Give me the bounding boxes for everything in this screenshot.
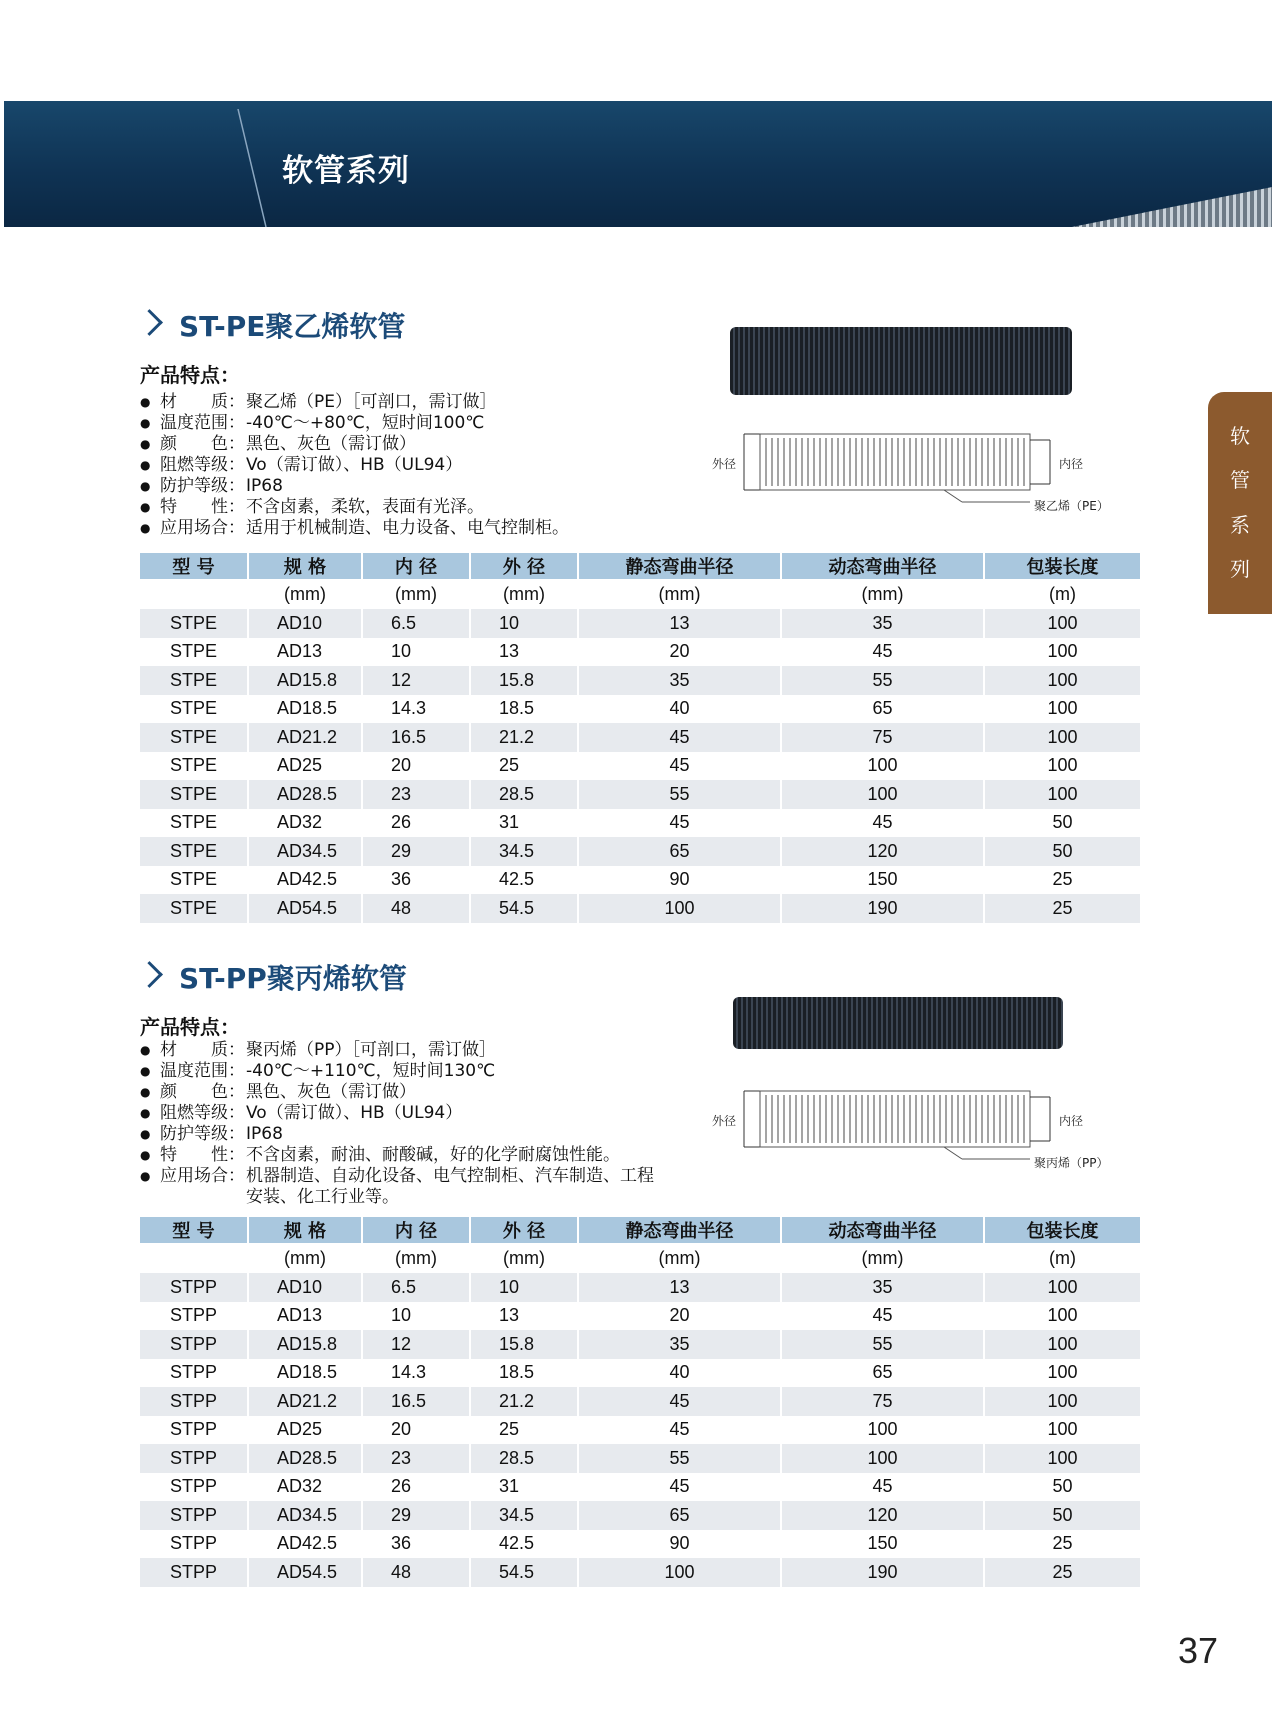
table-cell: AD25 (248, 752, 362, 781)
unit-cell: (m) (984, 1243, 1140, 1273)
table-cell: 100 (984, 1330, 1140, 1359)
pe-spec-table (140, 553, 1140, 923)
table-cell: 28.5 (470, 1444, 578, 1473)
feature-value: 不含卤素，耐油、耐酸碱，好的化学耐腐蚀性能。 (246, 1145, 620, 1165)
material-label: 聚乙烯（PE） (1034, 499, 1109, 513)
outer-diameter-label: 外径 (712, 1114, 737, 1128)
table-cell: 100 (578, 1558, 781, 1587)
table-cell: STPP (140, 1302, 248, 1331)
unit-cell: (m) (984, 579, 1140, 609)
feature-key: 颜 色： (160, 434, 245, 454)
table-cell: 45 (578, 1473, 781, 1502)
inner-diameter-label: 内径 (1059, 1114, 1084, 1128)
table-cell: AD13 (248, 1302, 362, 1331)
table-row (140, 866, 1140, 895)
feature-item (140, 497, 666, 518)
table-cell: 55 (781, 666, 984, 695)
unit-cell (140, 1243, 248, 1273)
feature-key: 阻燃等级： (160, 455, 245, 475)
unit-cell: (mm) (362, 579, 470, 609)
header-cell: 内 径 (362, 553, 470, 579)
table-cell: 13 (470, 638, 578, 667)
table-cell: 12 (362, 1330, 470, 1359)
table-cell: 55 (578, 780, 781, 809)
side-tab-char: 管 (1230, 468, 1250, 492)
features-list (140, 392, 666, 539)
table-cell: 25 (984, 1530, 1140, 1559)
table-cell: 16.5 (362, 1387, 470, 1416)
table-cell: 100 (984, 638, 1140, 667)
table-cell: 13 (470, 1302, 578, 1331)
table-cell: 100 (578, 894, 781, 923)
header-cell: 包装长度 (984, 1217, 1140, 1243)
table-cell: AD21.2 (248, 723, 362, 752)
table-cell: AD28.5 (248, 1444, 362, 1473)
table-cell: AD34.5 (248, 837, 362, 866)
section-title-pe (140, 305, 405, 345)
table-cell: 21.2 (470, 723, 578, 752)
feature-item (140, 392, 666, 413)
table-units-row (140, 579, 1140, 609)
table-cell: AD25 (248, 1416, 362, 1445)
page-number: 37 (1178, 1630, 1219, 1671)
header-cell: 动态弯曲半径 (781, 553, 984, 579)
feature-key: 应用场合： (160, 1166, 245, 1186)
table-cell: 40 (578, 695, 781, 724)
table-cell: AD42.5 (248, 866, 362, 895)
table-cell: AD15.8 (248, 1330, 362, 1359)
table-cell: 100 (984, 1302, 1140, 1331)
table-cell: 25 (984, 894, 1140, 923)
unit-cell: (mm) (470, 579, 578, 609)
table-cell: 34.5 (470, 837, 578, 866)
table-cell: 50 (984, 837, 1140, 866)
pp-table-body (140, 1273, 1140, 1587)
feature-key: 颜 色： (160, 1082, 245, 1102)
table-cell: 18.5 (470, 1359, 578, 1388)
table-row (140, 1416, 1140, 1445)
table-cell: 54.5 (470, 894, 578, 923)
feature-key: 材 质： (160, 1040, 245, 1060)
feature-item (140, 1040, 666, 1061)
feature-item (140, 518, 666, 539)
table-cell: 65 (781, 695, 984, 724)
feature-item (140, 1061, 666, 1082)
table-cell: 18.5 (470, 695, 578, 724)
table-cell: 45 (578, 752, 781, 781)
table-row (140, 837, 1140, 866)
table-cell: 48 (362, 1558, 470, 1587)
table-cell: 25 (470, 752, 578, 781)
table-cell: 45 (578, 723, 781, 752)
pe-hose-photo (730, 327, 1072, 395)
table-units-row (140, 1243, 1140, 1273)
table-row (140, 1387, 1140, 1416)
table-cell: 23 (362, 780, 470, 809)
table-cell: 55 (781, 1330, 984, 1359)
table-cell: STPE (140, 809, 248, 838)
table-row (140, 1359, 1140, 1388)
feature-item (140, 1103, 666, 1124)
table-cell: 29 (362, 1501, 470, 1530)
table-cell: AD18.5 (248, 1359, 362, 1388)
table-cell: 10 (362, 638, 470, 667)
table-cell: 100 (984, 1359, 1140, 1388)
table-cell: 20 (362, 752, 470, 781)
table-row (140, 666, 1140, 695)
feature-value: -40℃～+110℃，短时间130℃ (246, 1061, 496, 1081)
feature-key: 特 性： (160, 1145, 245, 1165)
table-row (140, 1273, 1140, 1302)
unit-cell: (mm) (781, 579, 984, 609)
table-row (140, 1302, 1140, 1331)
side-tab-char: 列 (1230, 557, 1250, 581)
hose-outline-drawing (712, 430, 1112, 515)
section-title-text: ST-PP聚丙烯软管 (179, 962, 407, 995)
table-cell: 45 (578, 1387, 781, 1416)
pe-hose-diagram (712, 430, 1112, 515)
table-cell: 50 (984, 809, 1140, 838)
table-cell: 20 (578, 638, 781, 667)
table-cell: STPP (140, 1273, 248, 1302)
table-cell: STPE (140, 894, 248, 923)
table-cell: 28.5 (470, 780, 578, 809)
table-cell: 75 (781, 1387, 984, 1416)
feature-value: 不含卤素，柔软，表面有光泽。 (246, 497, 484, 517)
table-cell: AD10 (248, 1273, 362, 1302)
side-tab-char: 软 (1230, 424, 1250, 448)
table-cell: 31 (470, 1473, 578, 1502)
feature-value: IP68 (246, 476, 283, 496)
table-cell: 20 (578, 1302, 781, 1331)
table-cell: 25 (984, 866, 1140, 895)
table-cell: 65 (578, 1501, 781, 1530)
table-cell: 100 (984, 752, 1140, 781)
table-cell: STPP (140, 1359, 248, 1388)
table-cell: 90 (578, 1530, 781, 1559)
table-cell: 36 (362, 866, 470, 895)
feature-value: 适用于机械制造、电力设备、电气控制柜。 (246, 518, 569, 538)
feature-key: 特 性： (160, 497, 245, 517)
table-cell: 54.5 (470, 1558, 578, 1587)
table-cell: 15.8 (470, 1330, 578, 1359)
table-cell: 45 (578, 809, 781, 838)
table-cell: 15.8 (470, 666, 578, 695)
table-cell: AD54.5 (248, 894, 362, 923)
table-cell: 34.5 (470, 1501, 578, 1530)
feature-value: IP68 (246, 1124, 283, 1144)
feature-value: 聚丙烯（PP）［可剖口，需订做］ (246, 1040, 497, 1060)
table-cell: 100 (984, 1444, 1140, 1473)
feature-value: 黑色、灰色（需订做） (246, 434, 416, 454)
table-cell: STPE (140, 609, 248, 638)
table-cell: 26 (362, 809, 470, 838)
header-cell: 型 号 (140, 553, 248, 579)
table-cell: 35 (781, 609, 984, 638)
table-row (140, 894, 1140, 923)
table-cell: 100 (984, 1273, 1140, 1302)
table-cell: STPP (140, 1558, 248, 1587)
unit-cell: (mm) (362, 1243, 470, 1273)
table-row (140, 609, 1140, 638)
table-cell: 120 (781, 837, 984, 866)
table-cell: 36 (362, 1530, 470, 1559)
outer-diameter-label: 外径 (712, 457, 737, 471)
table-cell: 100 (781, 780, 984, 809)
table-cell: 45 (781, 1473, 984, 1502)
table-cell: 14.3 (362, 695, 470, 724)
table-cell: 65 (781, 1359, 984, 1388)
table-row (140, 695, 1140, 724)
unit-cell: (mm) (578, 1243, 781, 1273)
table-cell: 21.2 (470, 1387, 578, 1416)
table-cell: 45 (781, 638, 984, 667)
table-cell: 150 (781, 866, 984, 895)
table-cell: 48 (362, 894, 470, 923)
table-cell: 45 (781, 1302, 984, 1331)
table-cell: 13 (578, 609, 781, 638)
table-cell: AD54.5 (248, 1558, 362, 1587)
banner-slash-decoration (234, 109, 274, 227)
table-row (140, 1530, 1140, 1559)
unit-cell: (mm) (781, 1243, 984, 1273)
table-cell: 23 (362, 1444, 470, 1473)
table-cell: 35 (578, 1330, 781, 1359)
table-cell: 90 (578, 866, 781, 895)
table-cell: 45 (578, 1416, 781, 1445)
table-cell: AD13 (248, 638, 362, 667)
feature-key: 应用场合： (160, 518, 245, 538)
table-row (140, 752, 1140, 781)
header-cell: 规 格 (248, 1217, 362, 1243)
table-cell: STPP (140, 1530, 248, 1559)
table-cell: 100 (984, 695, 1140, 724)
table-cell: 26 (362, 1473, 470, 1502)
table-cell: STPP (140, 1387, 248, 1416)
header-cell: 外 径 (470, 553, 578, 579)
table-row (140, 780, 1140, 809)
table-cell: 100 (984, 780, 1140, 809)
table-cell: 6.5 (362, 1273, 470, 1302)
table-row (140, 809, 1140, 838)
feature-item (140, 1124, 666, 1145)
table-cell: STPE (140, 866, 248, 895)
table-row (140, 1473, 1140, 1502)
unit-cell: (mm) (248, 579, 362, 609)
inner-diameter-label: 内径 (1059, 457, 1084, 471)
table-cell: 65 (578, 837, 781, 866)
table-cell: 14.3 (362, 1359, 470, 1388)
table-cell: STPP (140, 1501, 248, 1530)
table-cell: 50 (984, 1473, 1140, 1502)
table-cell: 100 (781, 1416, 984, 1445)
table-cell: 100 (984, 1416, 1140, 1445)
table-cell: 25 (470, 1416, 578, 1445)
table-cell: 25 (984, 1558, 1140, 1587)
hose-outline-drawing (712, 1087, 1112, 1172)
table-cell: STPE (140, 780, 248, 809)
table-cell: STPE (140, 695, 248, 724)
unit-cell: (mm) (578, 579, 781, 609)
table-cell: 13 (578, 1273, 781, 1302)
banner-hose-image (1072, 177, 1272, 227)
table-header-row (140, 553, 1140, 579)
table-cell: STPE (140, 752, 248, 781)
table-cell: 75 (781, 723, 984, 752)
table-cell: AD32 (248, 809, 362, 838)
table-cell: 10 (470, 609, 578, 638)
table-cell: 45 (781, 809, 984, 838)
feature-item (140, 1082, 666, 1103)
banner-title: 软管系列 (282, 153, 410, 189)
table-row (140, 1558, 1140, 1587)
unit-cell: (mm) (470, 1243, 578, 1273)
table-cell: AD21.2 (248, 1387, 362, 1416)
table-header-row (140, 1217, 1140, 1243)
header-cell: 外 径 (470, 1217, 578, 1243)
table-cell: 42.5 (470, 866, 578, 895)
feature-item (140, 413, 666, 434)
table-cell: STPP (140, 1330, 248, 1359)
table-cell: 100 (984, 1387, 1140, 1416)
table-cell: STPE (140, 723, 248, 752)
feature-item (140, 434, 666, 455)
header-cell: 内 径 (362, 1217, 470, 1243)
table-cell: 55 (578, 1444, 781, 1473)
feature-item (140, 1166, 666, 1208)
table-cell: 100 (984, 666, 1140, 695)
table-cell: 100 (781, 1444, 984, 1473)
section-title-text: ST-PE聚乙烯软管 (179, 310, 406, 343)
feature-value: 机器制造、自动化设备、电气控制柜、汽车制造、工程安装、化工行业等。 (246, 1166, 654, 1207)
table-cell: 190 (781, 894, 984, 923)
table-cell: AD15.8 (248, 666, 362, 695)
table-cell: AD42.5 (248, 1530, 362, 1559)
table-cell: 40 (578, 1359, 781, 1388)
table-cell: STPP (140, 1473, 248, 1502)
table-cell: 16.5 (362, 723, 470, 752)
feature-key: 阻燃等级： (160, 1103, 245, 1123)
table-cell: 12 (362, 666, 470, 695)
table-cell: AD34.5 (248, 1501, 362, 1530)
table-row (140, 1330, 1140, 1359)
unit-cell: (mm) (248, 1243, 362, 1273)
features-heading: 产品特点： (140, 363, 240, 387)
table-cell: 10 (470, 1273, 578, 1302)
header-cell: 包装长度 (984, 553, 1140, 579)
table-cell: STPE (140, 837, 248, 866)
pp-hose-photo (733, 997, 1063, 1049)
header-cell: 静态弯曲半径 (578, 553, 781, 579)
pp-hose-diagram (712, 1087, 1112, 1172)
table-cell: AD10 (248, 609, 362, 638)
feature-key: 材 质： (160, 392, 245, 412)
table-cell: 31 (470, 809, 578, 838)
pp-spec-table (140, 1217, 1140, 1587)
feature-value: -40℃～+80℃，短时间100℃ (246, 413, 485, 433)
table-cell: 120 (781, 1501, 984, 1530)
table-cell: 100 (984, 723, 1140, 752)
feature-value: Vo（需订做）、HB（UL94） (246, 1103, 463, 1123)
table-cell: 100 (781, 752, 984, 781)
unit-cell (140, 579, 248, 609)
table-cell: 6.5 (362, 609, 470, 638)
table-cell: 100 (984, 609, 1140, 638)
table-cell: 42.5 (470, 1530, 578, 1559)
table-cell: STPP (140, 1416, 248, 1445)
table-cell: 20 (362, 1416, 470, 1445)
table-row (140, 723, 1140, 752)
side-category-tab (1208, 392, 1272, 614)
header-cell: 静态弯曲半径 (578, 1217, 781, 1243)
pe-table-body (140, 609, 1140, 923)
features-list (140, 1040, 666, 1208)
table-cell: 190 (781, 1558, 984, 1587)
side-tab-char: 系 (1230, 513, 1250, 537)
header-banner (4, 101, 1272, 227)
section-title-pp (140, 957, 407, 997)
feature-value: 聚乙烯（PE）［可剖口，需订做］ (246, 392, 497, 412)
feature-item (140, 455, 666, 476)
table-cell: 50 (984, 1501, 1140, 1530)
table-cell: AD18.5 (248, 695, 362, 724)
chevron-right-icon (136, 309, 163, 336)
feature-item (140, 1145, 666, 1166)
feature-key: 防护等级： (160, 1124, 245, 1144)
table-row (140, 1501, 1140, 1530)
header-cell: 规 格 (248, 553, 362, 579)
feature-key: 温度范围： (160, 1061, 245, 1081)
header-cell: 动态弯曲半径 (781, 1217, 984, 1243)
feature-key: 温度范围： (160, 413, 245, 433)
feature-item (140, 476, 666, 497)
table-row (140, 638, 1140, 667)
feature-key: 防护等级： (160, 476, 245, 496)
material-label: 聚丙烯（PP） (1034, 1156, 1109, 1170)
table-cell: STPE (140, 638, 248, 667)
features-heading: 产品特点： (140, 1015, 240, 1039)
feature-value: Vo（需订做）、HB（UL94） (246, 455, 463, 475)
table-cell: STPE (140, 666, 248, 695)
header-cell: 型 号 (140, 1217, 248, 1243)
chevron-right-icon (136, 961, 163, 988)
table-cell: 35 (781, 1273, 984, 1302)
table-cell: AD28.5 (248, 780, 362, 809)
feature-value: 黑色、灰色（需订做） (246, 1082, 416, 1102)
table-row (140, 1444, 1140, 1473)
table-cell: STPP (140, 1444, 248, 1473)
table-cell: 35 (578, 666, 781, 695)
table-cell: 29 (362, 837, 470, 866)
table-cell: 150 (781, 1530, 984, 1559)
table-cell: AD32 (248, 1473, 362, 1502)
table-cell: 10 (362, 1302, 470, 1331)
